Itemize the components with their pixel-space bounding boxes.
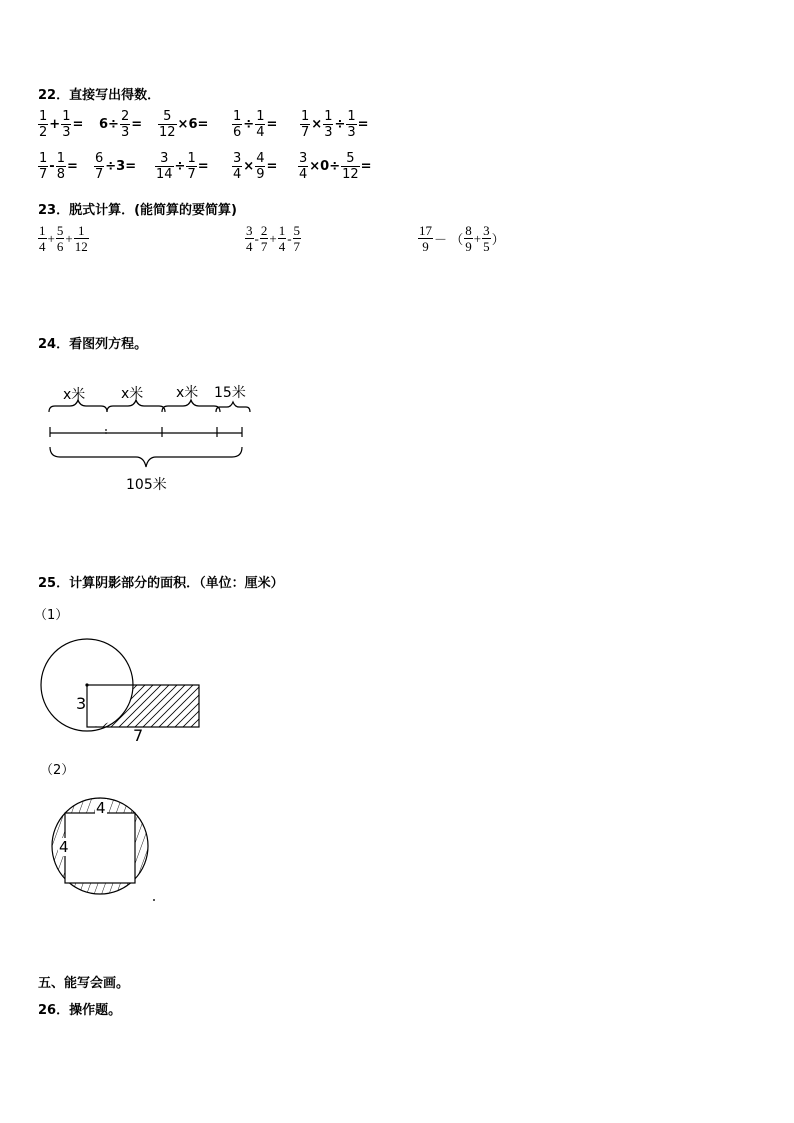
q25-p1-length-label: 7 <box>133 726 144 745</box>
operator: － （ <box>434 232 464 247</box>
fraction <box>293 224 302 253</box>
denominator: 3 <box>62 125 71 140</box>
fraction <box>245 224 254 253</box>
denominator: 7 <box>187 167 196 182</box>
q24-seg3-label: x米 <box>176 385 199 401</box>
fraction <box>120 110 130 139</box>
operator: ） <box>491 232 505 247</box>
numerator: 3 <box>246 223 253 238</box>
denominator: 3 <box>120 125 130 140</box>
q24-seg4-label: 15米 <box>214 385 246 401</box>
denominator: 6 <box>233 125 242 140</box>
numerator: 5 <box>341 152 360 167</box>
fraction <box>418 224 433 253</box>
operator: × <box>243 159 255 174</box>
numerator: 3 <box>299 151 308 166</box>
operator: - <box>287 230 292 246</box>
operator: = <box>357 117 369 132</box>
operator: = <box>360 159 372 174</box>
fraction <box>155 152 174 181</box>
numerator: 8 <box>465 223 472 238</box>
denominator: 9 <box>422 239 429 254</box>
section5-heading: 五、能写会画。 <box>38 976 130 991</box>
numerator: 1 <box>233 109 242 124</box>
fraction <box>464 224 473 253</box>
numerator: 1 <box>39 223 46 238</box>
numerator: 1 <box>56 151 65 166</box>
operator: ÷ <box>243 117 255 132</box>
expression <box>38 152 79 181</box>
numerator: 1 <box>347 109 356 124</box>
q22-row2 <box>0 152 794 192</box>
fraction <box>482 224 491 253</box>
expression <box>232 152 278 181</box>
fraction <box>341 152 360 181</box>
numerator: 17 <box>419 223 432 238</box>
fraction <box>186 152 196 181</box>
expression <box>245 224 301 253</box>
expression <box>418 224 506 253</box>
fraction <box>300 110 310 139</box>
denominator: 7 <box>95 167 104 182</box>
denominator: 6 <box>56 239 64 254</box>
q24-seg1-label: x米 <box>63 387 86 403</box>
fraction <box>232 152 242 181</box>
denominator: 12 <box>74 239 88 254</box>
operator: + <box>47 230 55 246</box>
denominator: 9 <box>256 167 265 182</box>
numerator: 1 <box>301 109 310 124</box>
q25-p1-radius-label: 3 <box>76 694 87 713</box>
q25-p2-left-label: 4 <box>59 838 69 856</box>
denominator: 7 <box>293 239 301 254</box>
operator: - <box>254 230 259 246</box>
numerator: 1 <box>62 109 71 124</box>
operator: + <box>473 230 482 246</box>
operator: 6÷ <box>99 117 119 132</box>
q22-row1 <box>0 110 794 150</box>
fraction <box>255 152 265 181</box>
numerator: 1 <box>74 224 89 239</box>
numerator: 1 <box>278 223 286 238</box>
q23-expressions <box>0 224 794 264</box>
fraction <box>61 110 71 139</box>
numerator: 5 <box>293 223 301 238</box>
fraction <box>74 224 89 253</box>
operator: ÷ <box>174 159 186 174</box>
center-dot <box>85 683 88 686</box>
numerator: 2 <box>260 223 268 238</box>
brace-seg4 <box>216 402 250 412</box>
fraction <box>298 152 308 181</box>
operator: + <box>65 230 73 246</box>
operator: = <box>66 159 78 174</box>
numerator: 1 <box>256 109 265 124</box>
denominator: 2 <box>39 125 48 140</box>
denominator: 12 <box>159 125 176 140</box>
fraction <box>232 110 242 139</box>
operator: + <box>269 230 277 246</box>
operator: ÷3= <box>105 159 137 174</box>
numerator: 1 <box>39 151 48 166</box>
q25-p2-top-label: 4 <box>96 799 106 817</box>
brace-total <box>50 447 242 467</box>
stray-dot <box>153 899 155 901</box>
fraction <box>323 110 333 139</box>
expression <box>232 110 278 139</box>
operator: = <box>197 159 209 174</box>
expression <box>94 152 137 181</box>
fraction <box>38 152 48 181</box>
denominator: 4 <box>233 167 242 182</box>
denominator: 4 <box>39 239 46 254</box>
q24-total-label: 105米 <box>126 477 167 493</box>
q24-seg2-label: x米 <box>121 386 144 402</box>
numerator: 3 <box>155 152 174 167</box>
square <box>65 813 135 883</box>
expression <box>158 110 209 139</box>
numerator: 5 <box>158 110 177 125</box>
operator: ×0÷ <box>309 159 341 174</box>
numerator: 2 <box>120 109 130 124</box>
operator: ÷ <box>334 117 346 132</box>
denominator: 14 <box>156 167 173 182</box>
q22-heading: 22．直接写出得数． <box>38 88 161 103</box>
expression <box>38 224 89 253</box>
expression <box>155 152 210 181</box>
denominator: 8 <box>56 167 65 182</box>
expression <box>98 110 143 139</box>
q25-part1-label: （1） <box>34 608 69 623</box>
fraction <box>278 224 287 253</box>
q25-figure1 <box>38 632 208 742</box>
expression <box>300 110 370 139</box>
fraction <box>56 152 66 181</box>
denominator: 4 <box>246 239 253 254</box>
numerator: 1 <box>324 109 333 124</box>
fraction <box>38 110 48 139</box>
denominator: 12 <box>342 167 359 182</box>
fraction <box>94 152 104 181</box>
denominator: 4 <box>299 167 308 182</box>
denominator: 9 <box>465 239 472 254</box>
hatched-region <box>87 685 199 727</box>
numerator: 1 <box>187 151 196 166</box>
denominator: 7 <box>301 125 310 140</box>
numerator: 4 <box>256 151 265 166</box>
denominator: 3 <box>324 125 333 140</box>
q25-part2-label: （2） <box>40 763 75 778</box>
numerator: 1 <box>39 109 48 124</box>
denominator: 7 <box>260 239 268 254</box>
q26-heading: 26．操作题。 <box>38 1003 122 1018</box>
numerator: 5 <box>56 223 64 238</box>
fraction <box>255 110 265 139</box>
denominator: 5 <box>483 239 490 254</box>
denominator: 4 <box>256 125 265 140</box>
fraction <box>346 110 356 139</box>
operator: + <box>49 117 61 132</box>
fraction <box>38 224 47 253</box>
operator: = <box>131 117 143 132</box>
numerator: 3 <box>483 223 490 238</box>
expression <box>38 110 84 139</box>
q25-heading: 25．计算阴影部分的面积．（单位：厘米） <box>38 576 284 591</box>
denominator: 3 <box>347 125 356 140</box>
operator: ×6= <box>177 117 209 132</box>
operator: - <box>49 159 55 174</box>
operator: = <box>266 159 278 174</box>
denominator: 7 <box>39 167 48 182</box>
operator: = <box>72 117 84 132</box>
numerator: 6 <box>95 151 104 166</box>
operator: × <box>311 117 323 132</box>
fraction <box>158 110 177 139</box>
fraction <box>260 224 269 253</box>
expression <box>298 152 373 181</box>
denominator: 4 <box>278 239 286 254</box>
q24-heading: 24．看图列方程。 <box>38 337 148 352</box>
operator: = <box>266 117 278 132</box>
q23-heading: 23．脱式计算．(能简算的要简算) <box>38 203 237 218</box>
numerator: 3 <box>233 151 242 166</box>
fraction <box>56 224 65 253</box>
